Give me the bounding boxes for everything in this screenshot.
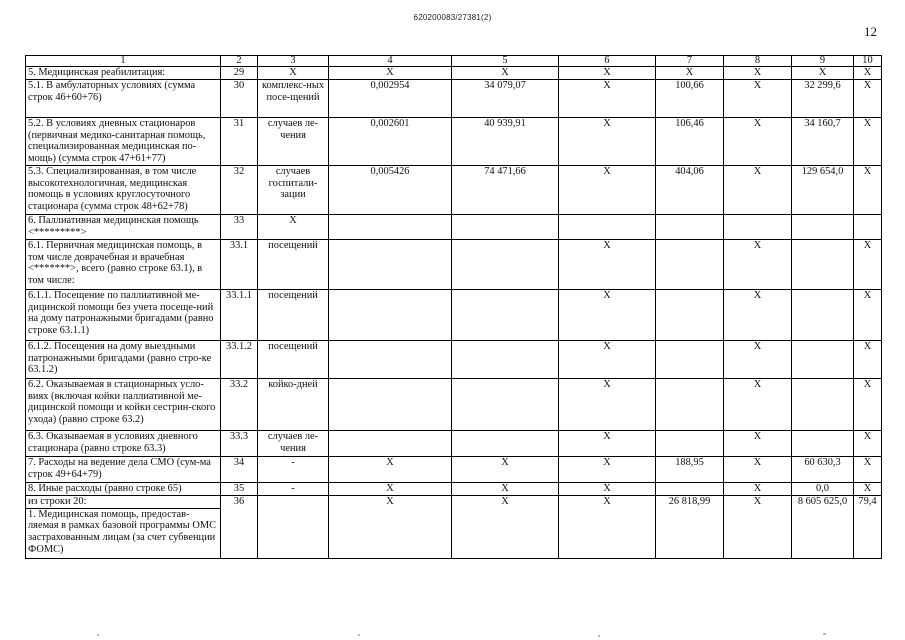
cell-col5: X: [452, 67, 559, 80]
row-unit: X: [258, 67, 329, 80]
cell-col10: X: [854, 431, 882, 457]
cell-col5: 40 939,91: [452, 118, 559, 166]
cell-col7: [656, 240, 724, 290]
cell-col7: [656, 379, 724, 431]
cell-col9: [792, 290, 854, 341]
cell-col5: [452, 341, 559, 379]
row-name: 5. Медицинская реабилитация:: [26, 67, 221, 80]
column-number: 4: [329, 56, 452, 67]
table-row: [26, 496, 882, 509]
cell-col5: [452, 379, 559, 431]
row-unit: -: [258, 483, 329, 496]
row-code: 29: [221, 67, 258, 80]
row-name: 6.1.2. Посещения на дому выездными патронажными бригадами (равно стро-ке 63.1.2): [26, 341, 221, 379]
cell-col6: X: [559, 118, 656, 166]
row-name: 6.2. Оказываемая в стационарных усло-виях (включая койки паллиативной ме-дицинской помощи и койки сестрин-ского ухода) (равно строке 63.2): [26, 379, 221, 431]
cell-col7: [656, 483, 724, 496]
row-name: 7. Расходы на ведение дела СМО (сум-ма строк 49+64+79): [26, 457, 221, 483]
cell-col9: 32 299,6: [792, 80, 854, 118]
cell-col5: 74 471,66: [452, 166, 559, 215]
cell-col7: X: [656, 67, 724, 80]
row-unit: посещений: [258, 290, 329, 341]
row-unit: посещений: [258, 341, 329, 379]
cell-col7: 404,06: [656, 166, 724, 215]
cell-col6: X: [559, 290, 656, 341]
row-unit: комплекс-ных посе-щений: [258, 80, 329, 118]
cell-col9: 0,0: [792, 483, 854, 496]
row-name: 6.1.1. Посещение по паллиативной ме-дицинской помощи без учета посеще-ний на дому патронажными бригадами (равно строке 63.1.1): [26, 290, 221, 341]
cell-col6: [559, 215, 656, 240]
table-row: [26, 379, 882, 431]
cell-col6: X: [559, 341, 656, 379]
cell-col9: 60 630,3: [792, 457, 854, 483]
table-row: [26, 67, 882, 80]
cell-col4: 0,005426: [329, 166, 452, 215]
cell-col9: [792, 215, 854, 240]
row-name: 6. Паллиативная медицинская помощь <*********>: [26, 215, 221, 240]
column-number: 6: [559, 56, 656, 67]
cell-col6: X: [559, 457, 656, 483]
cell-col5: X: [452, 496, 559, 559]
document-id: 620200083/27381(2): [413, 13, 492, 22]
cell-col4: [329, 215, 452, 240]
column-number: 3: [258, 56, 329, 67]
cell-col6: X: [559, 496, 656, 559]
row-unit: случаев ле-чения: [258, 118, 329, 166]
cell-col10: X: [854, 240, 882, 290]
cell-col4: [329, 431, 452, 457]
cell-col6: X: [559, 80, 656, 118]
cell-col9: X: [792, 67, 854, 80]
column-number-row: [26, 56, 882, 67]
row-code: 33.1: [221, 240, 258, 290]
cell-col8: X: [724, 341, 792, 379]
row-unit: случаев госпитали-зации: [258, 166, 329, 215]
cell-col7: 100,66: [656, 80, 724, 118]
row-code: 33.2: [221, 379, 258, 431]
row-name: 5.2. В условиях дневных стационаров (первичная медико-санитарная помощь, специализированная медицинская по-мощь) (сумма строк 47+61+77): [26, 118, 221, 166]
cell-col10: X: [854, 379, 882, 431]
column-number: 2: [221, 56, 258, 67]
cell-col7: 26 818,99: [656, 496, 724, 559]
cell-col6: X: [559, 240, 656, 290]
table-row: [26, 118, 882, 166]
cell-col6: X: [559, 166, 656, 215]
cell-col4: X: [329, 496, 452, 559]
scan-marks: [0, 631, 905, 640]
cell-col10: X: [854, 166, 882, 215]
cell-col10: X: [854, 118, 882, 166]
page-number: 12: [864, 24, 877, 39]
cell-col8: X: [724, 118, 792, 166]
cell-col10: [854, 215, 882, 240]
column-number: 1: [26, 56, 221, 67]
table-row: [26, 240, 882, 290]
row-unit: X: [258, 215, 329, 240]
row-code: 30: [221, 80, 258, 118]
cell-col8: X: [724, 483, 792, 496]
column-number: 5: [452, 56, 559, 67]
cell-col5: [452, 431, 559, 457]
cell-col4: [329, 379, 452, 431]
table-row: [26, 215, 882, 240]
cell-col8: X: [724, 431, 792, 457]
cell-col5: [452, 290, 559, 341]
column-number: 7: [656, 56, 724, 67]
row-unit: случаев ле-чения: [258, 431, 329, 457]
cell-col7: [656, 215, 724, 240]
row-name: 8. Иные расходы (равно строке 65): [26, 483, 221, 496]
cell-col4: [329, 290, 452, 341]
row-unit: койко-дней: [258, 379, 329, 431]
row-unit: -: [258, 457, 329, 483]
cell-col6: X: [559, 483, 656, 496]
row-name: 6.1. Первичная медицинская помощь, в том числе доврачебная и врачебная <*******>, всего (равно строке 63.1), в том числе:: [26, 240, 221, 290]
table-row: [26, 290, 882, 341]
cell-col8: X: [724, 166, 792, 215]
cell-col6: X: [559, 431, 656, 457]
table-row: [26, 166, 882, 215]
cell-col7: [656, 341, 724, 379]
cell-col10: X: [854, 457, 882, 483]
cell-col5: [452, 240, 559, 290]
cell-col5: 34 079,07: [452, 80, 559, 118]
cell-col8: X: [724, 457, 792, 483]
cell-col7: [656, 290, 724, 341]
column-number: 9: [792, 56, 854, 67]
cell-col10: X: [854, 341, 882, 379]
cell-col9: 8 605 625,0: [792, 496, 854, 559]
row-name: 6.3. Оказываемая в условиях дневного стационара (равно строке 63.3): [26, 431, 221, 457]
cell-col5: X: [452, 457, 559, 483]
cell-col9: [792, 431, 854, 457]
cell-col4: 0,002954: [329, 80, 452, 118]
row-name: 1. Медицинская помощь, предостав-ляемая в рамках базовой программы ОМС застрахованным лицам (за счет субвенции ФОМС): [26, 508, 221, 558]
cell-col6: X: [559, 67, 656, 80]
table-row: [26, 80, 882, 118]
row-name: 5.3. Специализированная, в том числе высокотехнологичная, медицинская помощь в условиях круглосуточного стационара (сумма строк 48+62+78): [26, 166, 221, 215]
row-code: 33.1.1: [221, 290, 258, 341]
cell-col8: X: [724, 496, 792, 559]
row-name: 5.1. В амбулаторных условиях (сумма строк 46+60+76): [26, 80, 221, 118]
row-code: 35: [221, 483, 258, 496]
cell-col4: 0,002601: [329, 118, 452, 166]
row-code: 33.3: [221, 431, 258, 457]
cell-col6: X: [559, 379, 656, 431]
row-code: 33.1.2: [221, 341, 258, 379]
cell-col8: X: [724, 379, 792, 431]
cell-col7: 188,95: [656, 457, 724, 483]
cell-col8: X: [724, 67, 792, 80]
cell-col4: [329, 240, 452, 290]
table-row: [26, 431, 882, 457]
cell-col8: X: [724, 80, 792, 118]
cell-col5: X: [452, 483, 559, 496]
cell-col4: [329, 341, 452, 379]
cell-col9: [792, 379, 854, 431]
cell-col9: 34 160,7: [792, 118, 854, 166]
row-unit: [258, 496, 329, 559]
table-row: [26, 457, 882, 483]
cell-col10: X: [854, 80, 882, 118]
cell-col9: [792, 341, 854, 379]
cell-col4: X: [329, 457, 452, 483]
row-code: 31: [221, 118, 258, 166]
row-code: 34: [221, 457, 258, 483]
cell-col10: X: [854, 483, 882, 496]
cell-col4: X: [329, 483, 452, 496]
cell-col9: 129 654,0: [792, 166, 854, 215]
cell-col9: [792, 240, 854, 290]
cell-col8: X: [724, 290, 792, 341]
row-code: 33: [221, 215, 258, 240]
cell-col10: X: [854, 67, 882, 80]
cell-col8: X: [724, 240, 792, 290]
financing-table: [25, 55, 882, 559]
row-name: из строки 20:: [26, 496, 221, 509]
cell-col8: [724, 215, 792, 240]
cell-col10: 79,4: [854, 496, 882, 559]
column-number: 10: [854, 56, 882, 67]
cell-col10: X: [854, 290, 882, 341]
row-code: 36: [221, 496, 258, 559]
row-unit: посещений: [258, 240, 329, 290]
column-number: 8: [724, 56, 792, 67]
cell-col4: X: [329, 67, 452, 80]
table-row: [26, 341, 882, 379]
table-row: [26, 483, 882, 496]
cell-col7: 106,46: [656, 118, 724, 166]
cell-col5: [452, 215, 559, 240]
cell-col7: [656, 431, 724, 457]
row-code: 32: [221, 166, 258, 215]
